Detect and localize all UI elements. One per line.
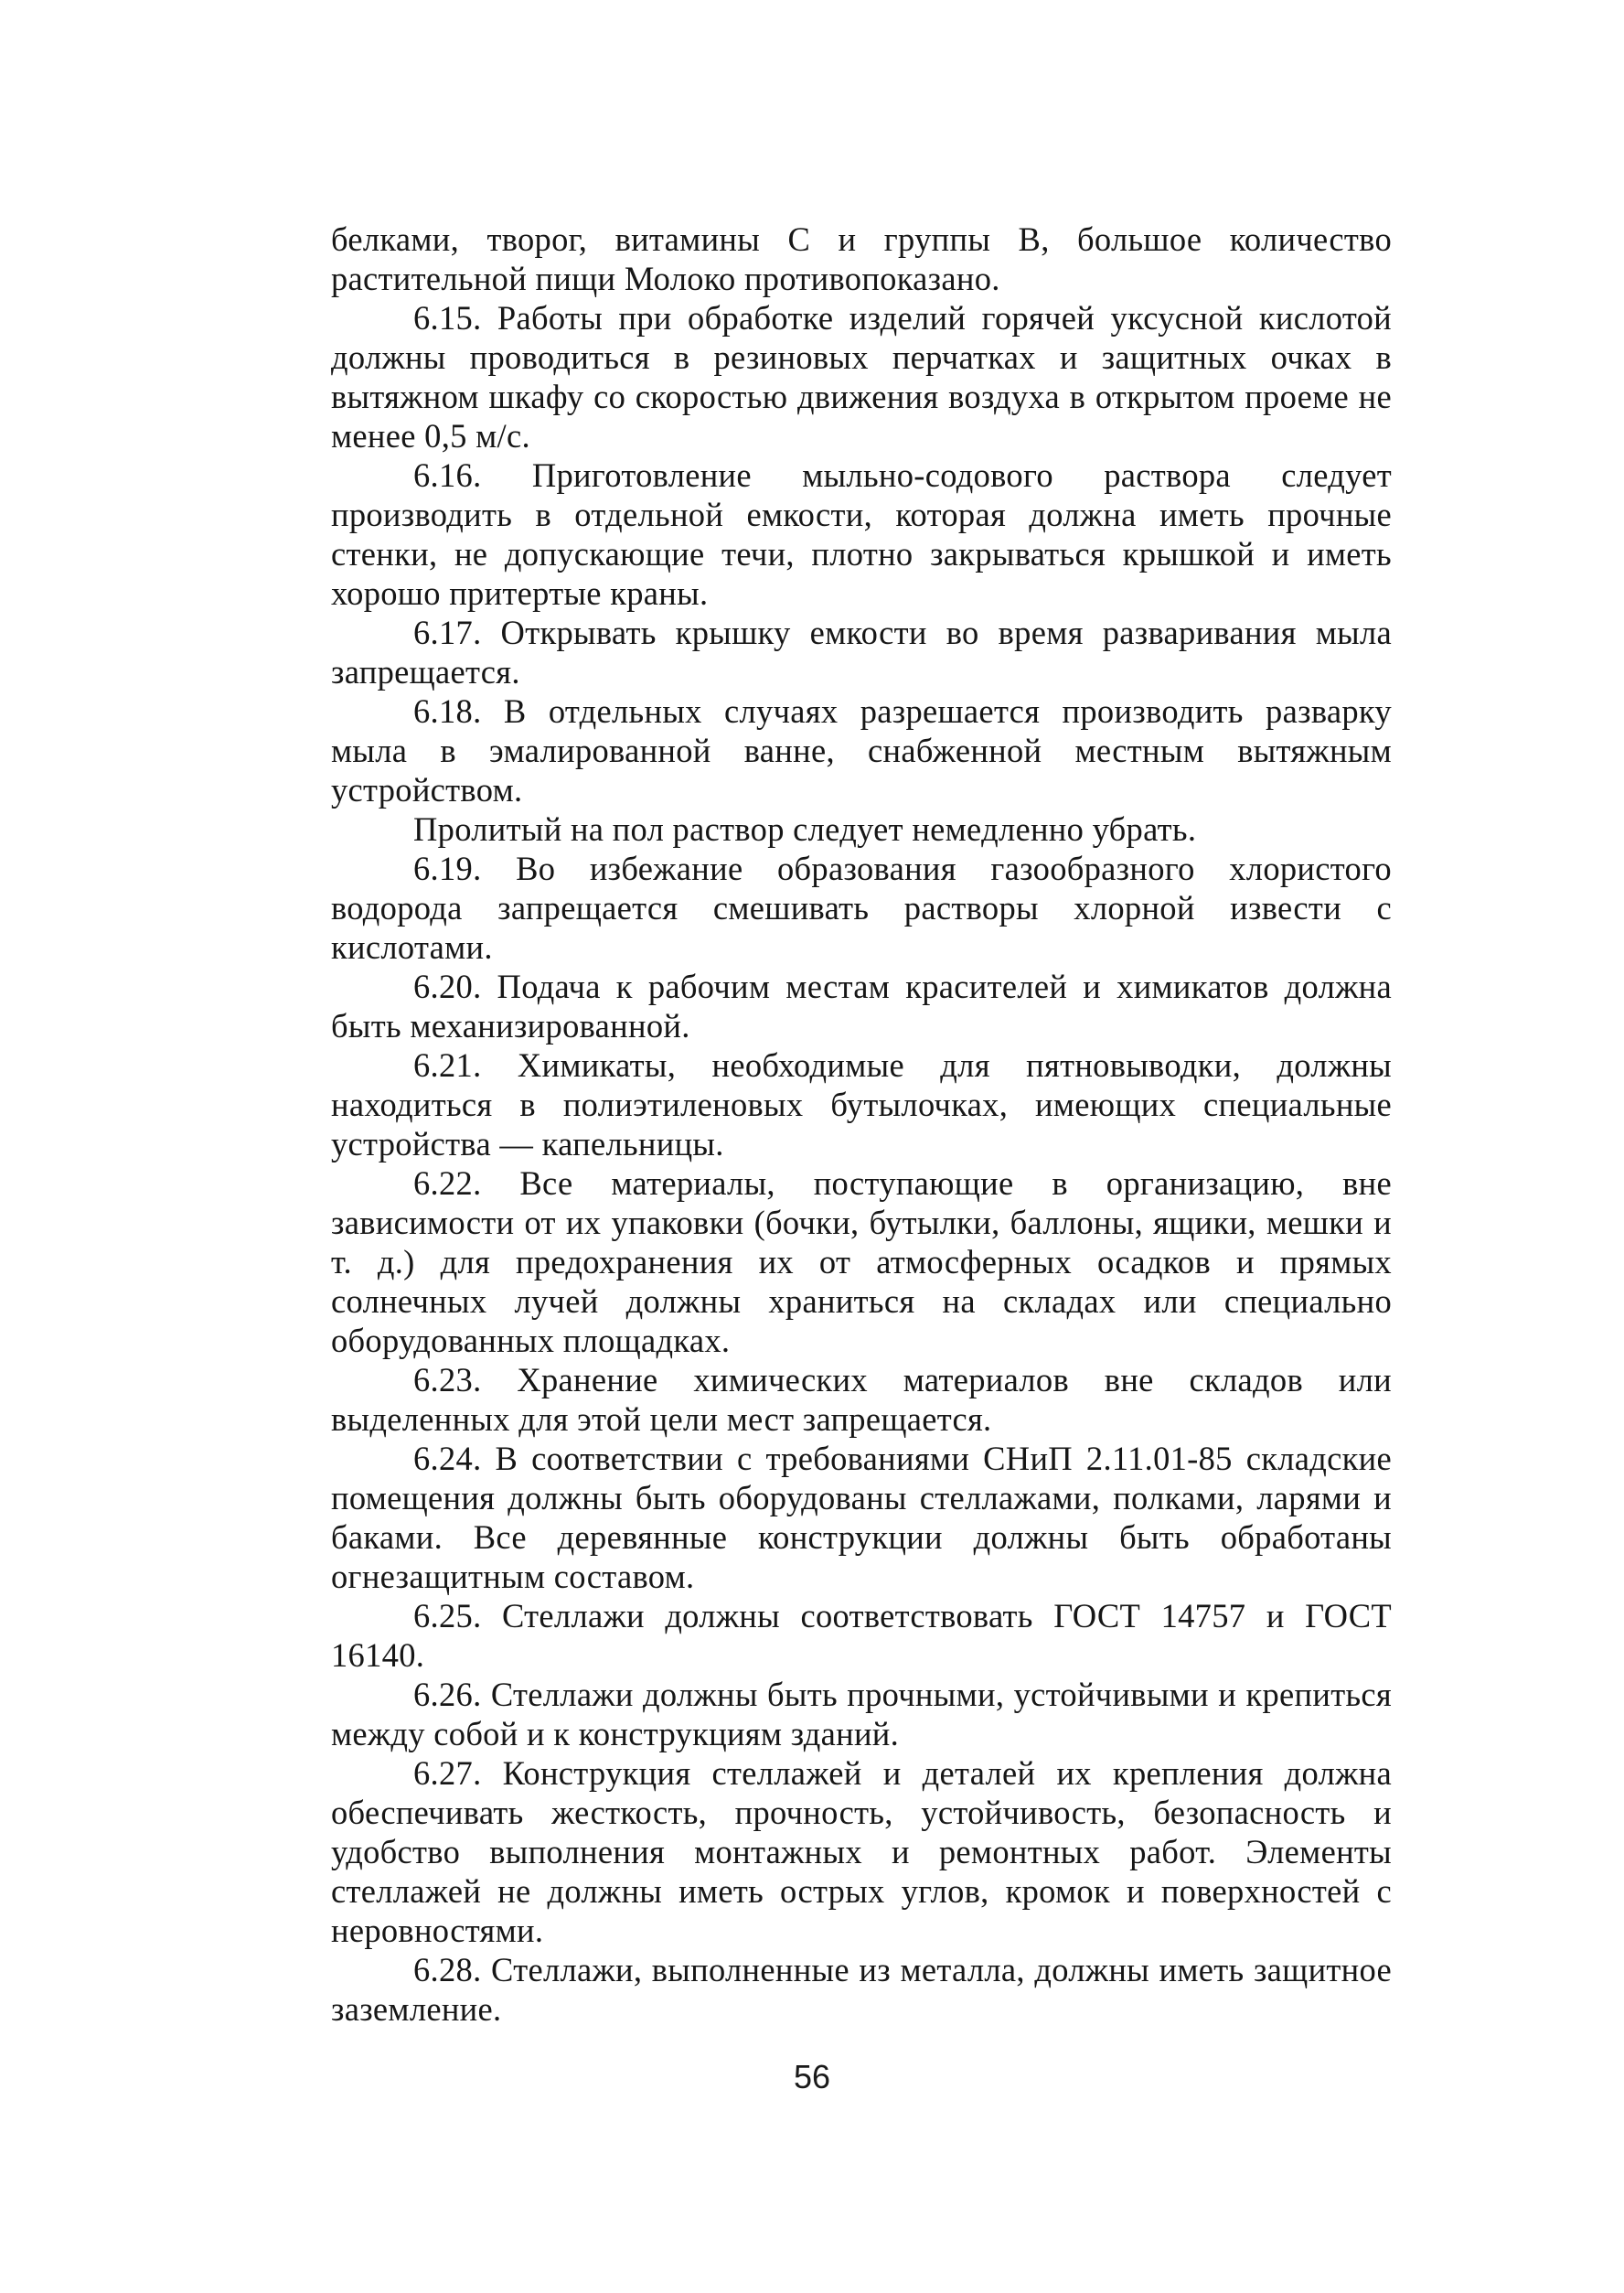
- paragraph-6-16: [331, 455, 1392, 613]
- paragraph-text: Стеллажи должны соответствовать ГОСТ 14757 и ГОСТ 16140.: [331, 1597, 1392, 1674]
- paragraph-number: 6.28.: [413, 1951, 482, 1988]
- page-number: 56: [793, 2058, 831, 2095]
- paragraph-number: 6.24.: [413, 1440, 482, 1477]
- paragraph-continuation: [331, 220, 1392, 298]
- paragraph-text: Во избежание образования газообразного хлористого водорода запрещается смешивать растворы хлорной извести с кислотами.: [331, 850, 1392, 966]
- paragraph-text: Подача к рабочим местам красителей и химикатов должна быть механизированной.: [331, 968, 1392, 1045]
- paragraph-text: Стеллажи, выполненные из металла, должны иметь защитное заземление.: [331, 1951, 1392, 2028]
- paragraph-text: Работы при обработке изделий горячей уксусной кислотой должны проводиться в резиновых перчатках и защитных очках в вытяжном шкафу со скоростью движения воздуха в открытом проеме не менее 0,5 м/с.: [331, 299, 1392, 455]
- paragraph-text: Хранение химических материалов вне складов или выделенных для этой цели мест запрещается.: [331, 1361, 1392, 1438]
- paragraph-6-18: [331, 691, 1392, 809]
- paragraph-unnumbered: [331, 809, 1392, 849]
- paragraph-number: 6.21.: [413, 1046, 482, 1084]
- paragraph-number: 6.20.: [413, 968, 482, 1005]
- paragraph-number: 6.18.: [413, 692, 482, 730]
- paragraph-number: 6.15.: [413, 299, 482, 337]
- paragraph-6-20: [331, 967, 1392, 1045]
- paragraph-6-15: [331, 298, 1392, 455]
- paragraph-number: 6.27.: [413, 1754, 482, 1792]
- paragraph-6-19: [331, 849, 1392, 967]
- paragraph-text: белками, творог, витамины С и группы В, большое количество растительной пищи Молоко противопоказано.: [331, 220, 1392, 297]
- paragraph-6-26: [331, 1675, 1392, 1753]
- paragraph-6-17: [331, 613, 1392, 691]
- paragraph-text: Химикаты, необходимые для пятновыводки, должны находиться в полиэтиленовых бутылочках, имеющих специальные устройства — капельницы.: [331, 1046, 1392, 1163]
- paragraph-text: В отдельных случаях разрешается производить разварку мыла в эмалированной ванне, снабженной местным вытяжным устройством.: [331, 692, 1392, 809]
- paragraph-number: 6.23.: [413, 1361, 482, 1398]
- paragraph-text: Все материалы, поступающие в организацию, вне зависимости от их упаковки (бочки, бутылки, баллоны, ящики, мешки и т. д.) для предохранения их от атмосферных осадков и прямых солнечных лучей должны храниться на складах или специально оборудованных площадках.: [331, 1164, 1392, 1359]
- paragraph-text: Открывать крышку емкости во время разваривания мыла запрещается.: [331, 614, 1392, 691]
- paragraph-text: Стеллажи должны быть прочными, устойчивыми и крепиться между собой и к конструкциям зданий.: [331, 1676, 1392, 1752]
- paragraph-6-27: [331, 1753, 1392, 1950]
- paragraph-text: Приготовление мыльно-содового раствора следует производить в отдельной емкости, которая должна иметь прочные стенки, не допускающие течи, плотно закрываться крышкой и иметь хорошо притертые краны.: [331, 456, 1392, 612]
- paragraph-6-25: [331, 1596, 1392, 1675]
- paragraph-number: 6.17.: [413, 614, 482, 651]
- paragraph-6-24: [331, 1439, 1392, 1596]
- paragraph-number: 6.22.: [413, 1164, 482, 1202]
- paragraph-number: 6.16.: [413, 456, 482, 494]
- paragraph-text: В соответствии с требованиями СНиП 2.11.01-85 складские помещения должны быть оборудованы стеллажами, полками, ларями и баками. Все деревянные конструкции должны быть обработаны огнезащитным составом.: [331, 1440, 1392, 1595]
- body-text: [331, 220, 1392, 2029]
- paragraph-6-22: [331, 1163, 1392, 1360]
- paragraph-6-23: [331, 1360, 1392, 1439]
- paragraph-6-28: [331, 1950, 1392, 2029]
- paragraph-number: 6.19.: [413, 850, 482, 887]
- paragraph-text: Пролитый на пол раствор следует немедленно убрать.: [413, 810, 1197, 848]
- paragraph-number: 6.26.: [413, 1676, 482, 1713]
- paragraph-6-21: [331, 1045, 1392, 1163]
- paragraph-text: Конструкция стеллажей и деталей их крепления должна обеспечивать жесткость, прочность, устойчивость, безопасность и удобство выполнения монтажных и ремонтных работ. Элементы стеллажей не должны иметь острых углов, кромок и поверхностей с неровностями.: [331, 1754, 1392, 1949]
- paragraph-number: 6.25.: [413, 1597, 482, 1634]
